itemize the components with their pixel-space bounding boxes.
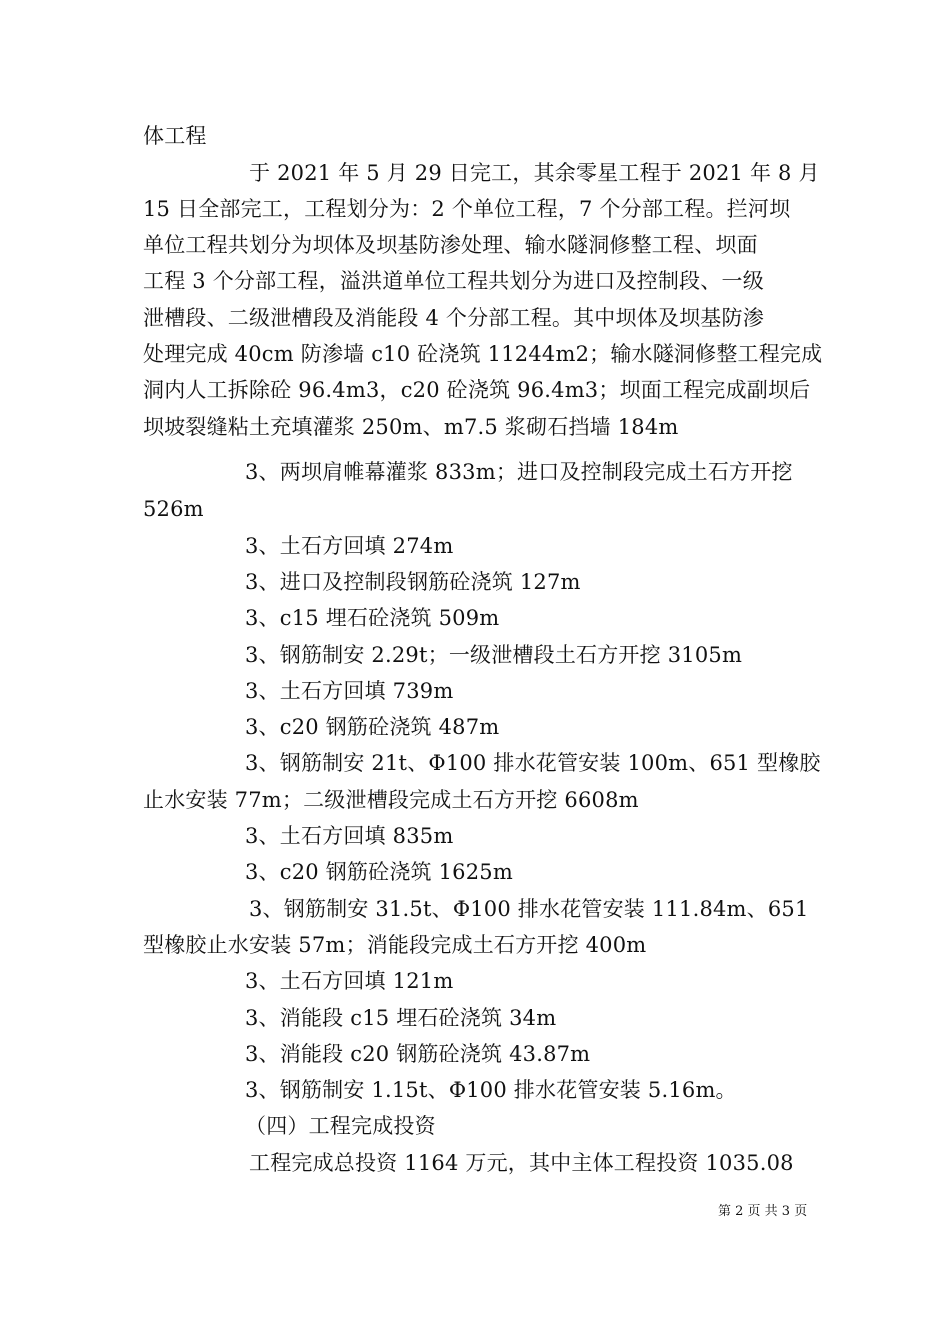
text-line-8: 洞内人工拆除砼 96.4m3，c20 砼浇筑 96.4m3；坝面工程完成副坝后: [143, 378, 811, 402]
text-line-12: 3、土石方回填 274m: [245, 534, 454, 558]
text-line-16: 3、土石方回填 739m: [245, 679, 454, 703]
text-line-1: 体工程: [143, 124, 207, 148]
text-line-5: 工程 3 个分部工程，溢洪道单位工程共划分为进口及控制段、一级: [143, 269, 764, 293]
text-line-9: 坝坡裂缝粘土充填灌浆 250m、m7.5 浆砌石挡墙 184m: [143, 415, 679, 439]
text-line-26: 3、消能段 c20 钢筋砼浇筑 43.87m: [245, 1042, 591, 1066]
text-line-13: 3、进口及控制段钢筋砼浇筑 127m: [245, 570, 581, 594]
text-line-4: 单位工程共划分为坝体及坝基防渗处理、输水隧洞修整工程、坝面: [143, 233, 758, 257]
text-line-10: 3、两坝肩帷幕灌浆 833m；进口及控制段完成土石方开挖: [245, 460, 793, 484]
text-line-15: 3、钢筋制安 2.29t；一级泄槽段土石方开挖 3105m: [245, 643, 743, 667]
text-line-23: 型橡胶止水安装 57m；消能段完成土石方开挖 400m: [143, 933, 647, 957]
text-line-29: 工程完成总投资 1164 万元，其中主体工程投资 1035.08: [249, 1151, 794, 1175]
text-line-18: 3、钢筋制安 21t、Φ100 排水花管安装 100m、651 型橡胶: [245, 751, 821, 775]
text-line-14: 3、c15 埋石砼浇筑 509m: [245, 606, 500, 630]
text-line-17: 3、c20 钢筋砼浇筑 487m: [245, 715, 500, 739]
text-line-6: 泄槽段、二级泄槽段及消能段 4 个分部工程。其中坝体及坝基防渗: [143, 306, 764, 330]
text-line-3: 15 日全部完工，工程划分为：2 个单位工程，7 个分部工程。拦河坝: [143, 197, 791, 221]
text-line-24: 3、土石方回填 121m: [245, 969, 454, 993]
text-line-25: 3、消能段 c15 埋石砼浇筑 34m: [245, 1006, 557, 1030]
page-number-footer: 第 2 页 共 3 页: [718, 1204, 808, 1219]
text-line-11: 526m: [143, 497, 204, 521]
text-line-7: 处理完成 40cm 防渗墙 c10 砼浇筑 11244m2；输水隧洞修整工程完成: [143, 342, 823, 366]
text-line-22: 3、钢筋制安 31.5t、Φ100 排水花管安装 111.84m、651: [249, 897, 809, 921]
text-line-19: 止水安装 77m；二级泄槽段完成土石方开挖 6608m: [143, 788, 639, 812]
section-heading: （四）工程完成投资: [245, 1114, 436, 1138]
text-line-20: 3、土石方回填 835m: [245, 824, 454, 848]
text-line-21: 3、c20 钢筋砼浇筑 1625m: [245, 860, 513, 884]
text-line-27: 3、钢筋制安 1.15t、Φ100 排水花管安装 5.16m。: [245, 1078, 737, 1102]
text-line-2: 于 2021 年 5 月 29 日完工，其余零星工程于 2021 年 8 月: [249, 161, 820, 185]
